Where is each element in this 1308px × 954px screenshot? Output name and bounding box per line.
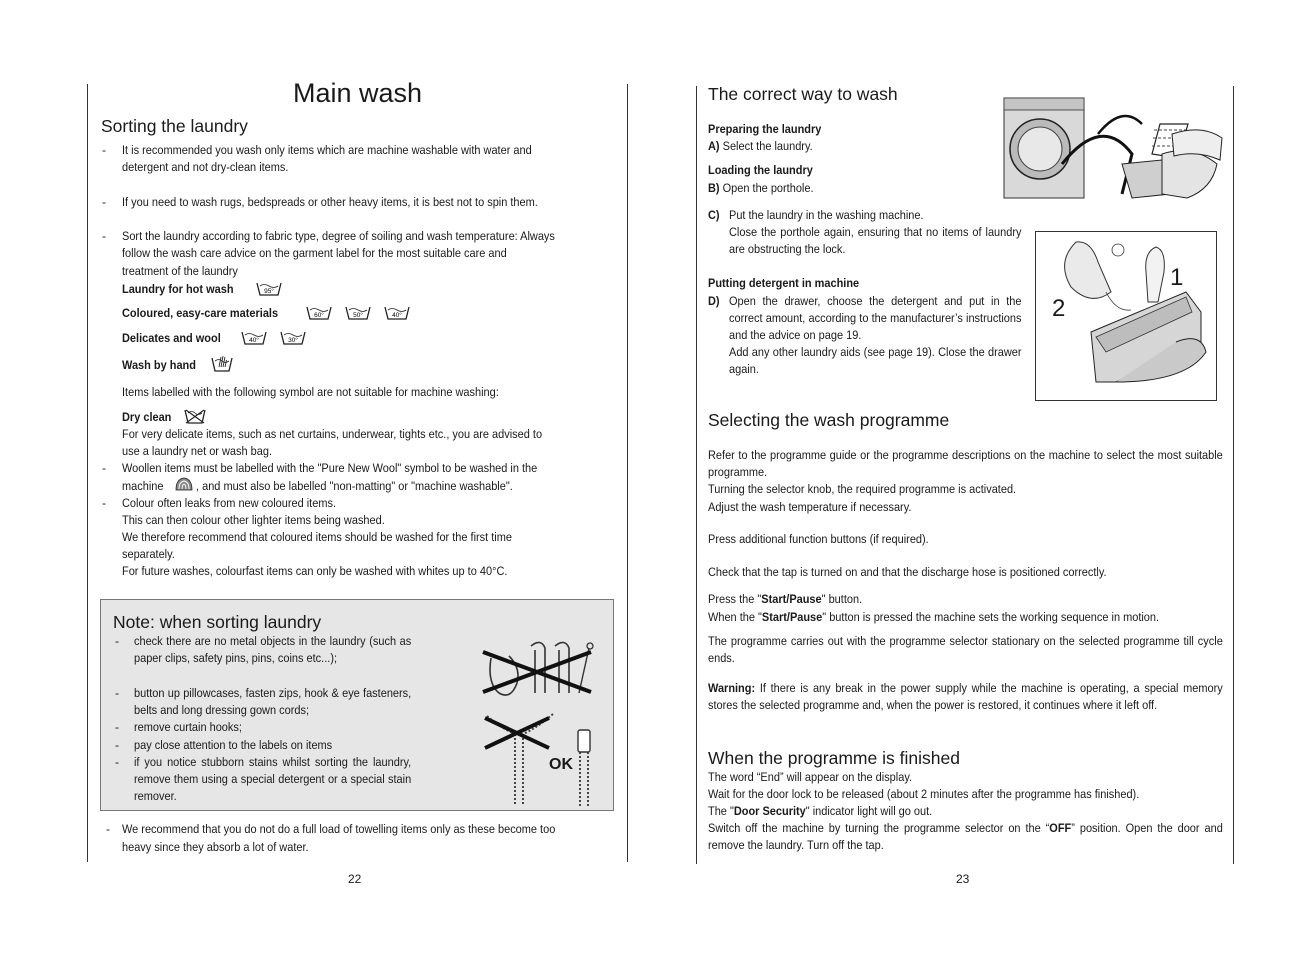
right-page-rule-left xyxy=(696,86,697,864)
wash-tub-icon xyxy=(241,331,267,350)
wool-line2a: machine xyxy=(122,479,164,493)
towel-line1: We recommend that you do not do a full load of towelling items only as these become too xyxy=(122,822,556,836)
wash-tub-icon xyxy=(256,282,282,301)
note-heading: Note: when sorting laundry xyxy=(113,612,322,632)
hot-wash-row xyxy=(122,280,246,298)
ok-label: OK xyxy=(549,756,573,773)
note-dash: - xyxy=(115,634,120,648)
note-item-4: pay close attention to the labels on items xyxy=(134,738,333,752)
preparing-heading: Preparing the laundry xyxy=(708,122,822,136)
step-a-text: Select the laundry. xyxy=(722,139,813,153)
step-c-line1: Put the laundry in the washing machine. xyxy=(729,208,924,222)
bullet-dash: - xyxy=(102,143,107,157)
bullet1-line2: detergent and not dry-clean items. xyxy=(122,160,289,174)
wash-tub-icon xyxy=(306,306,332,325)
left-page-rule-left xyxy=(87,84,88,862)
step-d-label: D) xyxy=(708,294,720,308)
colour-line2: This can then colour other lighter items being washed. xyxy=(122,513,385,527)
delicate-line1: For very delicate items, such as net curtains, underwear, tights etc., you are advised to xyxy=(122,427,543,441)
bullet3-line1: Sort the laundry according to fabric type, degree of soiling and wash temperature: Always xyxy=(122,229,555,243)
svg-text:95°: 95° xyxy=(264,288,274,295)
step-b-label: B) xyxy=(708,181,720,195)
selecting-para-4: Press additional function buttons (if required). xyxy=(708,532,929,546)
coloured-label: Coloured, easy-care materials xyxy=(122,306,279,320)
correct-way-heading: The correct way to wash xyxy=(708,84,898,104)
finished-heading: When the programme is finished xyxy=(708,748,960,768)
svg-text:50°: 50° xyxy=(353,312,363,319)
note-dash: - xyxy=(115,720,120,734)
step-d-line1: Open the drawer, choose the detergent and put in the correct amount, according to the manufacturer’s instructions and the advice on page 19. xyxy=(729,294,1022,343)
colour-line4: separately. xyxy=(122,547,175,561)
delicate-line2: use a laundry net or wash bag. xyxy=(122,444,273,458)
step-b xyxy=(708,180,814,197)
step-a-label: A) xyxy=(708,139,720,153)
colour-line5: For future washes, colourfast items can only be washed with whites up to 40°C. xyxy=(122,564,508,578)
finished-para-1: The word “End” will appear on the display. xyxy=(708,770,913,784)
sorting-heading: Sorting the laundry xyxy=(101,116,248,136)
press-start-line: Press the "Start/Pause" button. xyxy=(708,592,863,606)
step-c-label: C) xyxy=(708,208,720,222)
bullet-dash: - xyxy=(102,461,107,475)
selecting-para-2: Turning the selector knob, the required programme is activated. xyxy=(708,482,1017,496)
svg-text:60°: 60° xyxy=(314,312,324,319)
bullet3-line2: follow the wash care advice on the garment label for the most suitable care and xyxy=(122,246,507,260)
finished-para-3: The "Door Security" indicator light will go out. xyxy=(708,804,933,818)
wash-by-hand-label: Wash by hand xyxy=(122,358,196,372)
left-page-rule-right xyxy=(627,84,628,862)
note-item-3: remove curtain hooks; xyxy=(134,720,242,734)
bullet3-line3: treatment of the laundry xyxy=(122,264,238,278)
bullet-dash: - xyxy=(106,822,111,836)
svg-text:40°: 40° xyxy=(249,337,259,344)
start-pause-label: Start/Pause xyxy=(761,592,822,606)
wool-line2b: , and must also be labelled "non-matting" or "machine washable". xyxy=(196,479,513,493)
colour-line1: Colour often leaks from new coloured items. xyxy=(122,496,336,510)
bullet-dash: - xyxy=(102,195,107,209)
off-label: OFF xyxy=(1049,821,1072,835)
bullet-dash: - xyxy=(102,496,107,510)
note-dash: - xyxy=(115,738,120,752)
finished-para-2: Wait for the door lock to be released (about 2 minutes after the programme has finished). xyxy=(708,787,1140,801)
wool-line1: Woollen items must be labelled with the "Pure New Wool" symbol to be washed in the xyxy=(122,461,538,475)
right-page-rule-right xyxy=(1233,86,1234,864)
washing-machine-illustration xyxy=(1002,94,1224,209)
note-item-1: check there are no metal objects in the laundry (such as paper clips, safety pins, pins, coins etc...); xyxy=(134,634,412,666)
step-c-line2: Close the porthole again, ensuring that no items of laundry are obstructing the lock. xyxy=(729,225,1022,257)
note-dash: - xyxy=(115,686,120,700)
metal-objects-illustration xyxy=(479,638,609,813)
bullet2-text: If you need to wash rugs, bedspreads or other heavy items, it is best not to spin them. xyxy=(122,195,538,209)
warning-label: Warning: xyxy=(708,681,756,695)
note-box xyxy=(100,599,614,811)
selecting-para-6: The programme carries out with the programme selector stationary on the selected programme till cycle ends. xyxy=(708,634,1223,666)
wool-mark-icon xyxy=(174,476,194,497)
selecting-para-1: Refer to the programme guide or the programme descriptions on the machine to select the most suitable programme. xyxy=(708,448,1223,480)
note-item-5: if you notice stubborn stains whilst sorting the laundry, remove them using a special detergent or a special stain remover. xyxy=(134,755,412,804)
warning-para: Warning: If there is any break in the power supply while the machine is operating, a special memory stores the selected programme and, when the power is restored, it continues where it left off. xyxy=(708,681,1223,713)
wash-tub-icon xyxy=(280,331,306,350)
figure-label-1: 1 xyxy=(1170,264,1184,291)
selecting-para-3: Adjust the wash temperature if necessary. xyxy=(708,500,912,514)
svg-text:30°: 30° xyxy=(288,337,298,344)
putting-heading: Putting detergent in machine xyxy=(708,276,860,290)
note-item-2: button up pillowcases, fasten zips, hook & eye fasteners, belts and long dressing gown cords; xyxy=(134,686,412,718)
colour-line3: We therefore recommend that coloured items should be washed for the first time xyxy=(122,530,512,544)
step-a xyxy=(708,138,813,155)
step-b-text: Open the porthole. xyxy=(722,181,814,195)
not-suitable-text: Items labelled with the following symbol are not suitable for machine washing: xyxy=(122,385,499,399)
figure-label-2: 2 xyxy=(1052,295,1066,322)
when-start-line: When the "Start/Pause" button is pressed the machine sets the working sequence in motion. xyxy=(708,610,1160,624)
step-d-line2: Add any other laundry aids (see page 19). Close the drawer again. xyxy=(729,345,1022,377)
page-title: Main wash xyxy=(293,78,423,108)
page-number-left: 22 xyxy=(348,872,362,886)
hand-wash-icon xyxy=(211,354,233,377)
finished-para-4: Switch off the machine by turning the programme selector on the “OFF” position. Open the door and remove the laundry. Turn off the tap. xyxy=(708,821,1223,853)
start-pause-label: Start/Pause xyxy=(761,610,823,624)
page-number-right: 23 xyxy=(956,872,970,886)
svg-text:40°: 40° xyxy=(392,312,402,319)
selecting-para-5: Check that the tap is turned on and that the discharge hose is positioned correctly. xyxy=(708,565,1107,579)
selecting-heading: Selecting the wash programme xyxy=(708,410,950,430)
dry-clean-label: Dry clean xyxy=(122,410,172,424)
bullet-dash: - xyxy=(102,229,107,243)
towel-line2: heavy since they absorb a lot of water. xyxy=(122,840,309,854)
detergent-drawer-figure xyxy=(1035,231,1217,401)
bullet1-line1: It is recommended you wash only items which are machine washable with water and xyxy=(122,143,532,157)
loading-heading: Loading the laundry xyxy=(708,163,813,177)
note-dash: - xyxy=(115,755,120,769)
wash-tub-icon xyxy=(345,306,371,325)
wash-tub-icon xyxy=(384,306,410,325)
door-security-label: Door Security xyxy=(733,804,806,818)
delicates-label: Delicates and wool xyxy=(122,331,221,345)
hot-wash-label: Laundry for hot wash xyxy=(122,282,234,296)
